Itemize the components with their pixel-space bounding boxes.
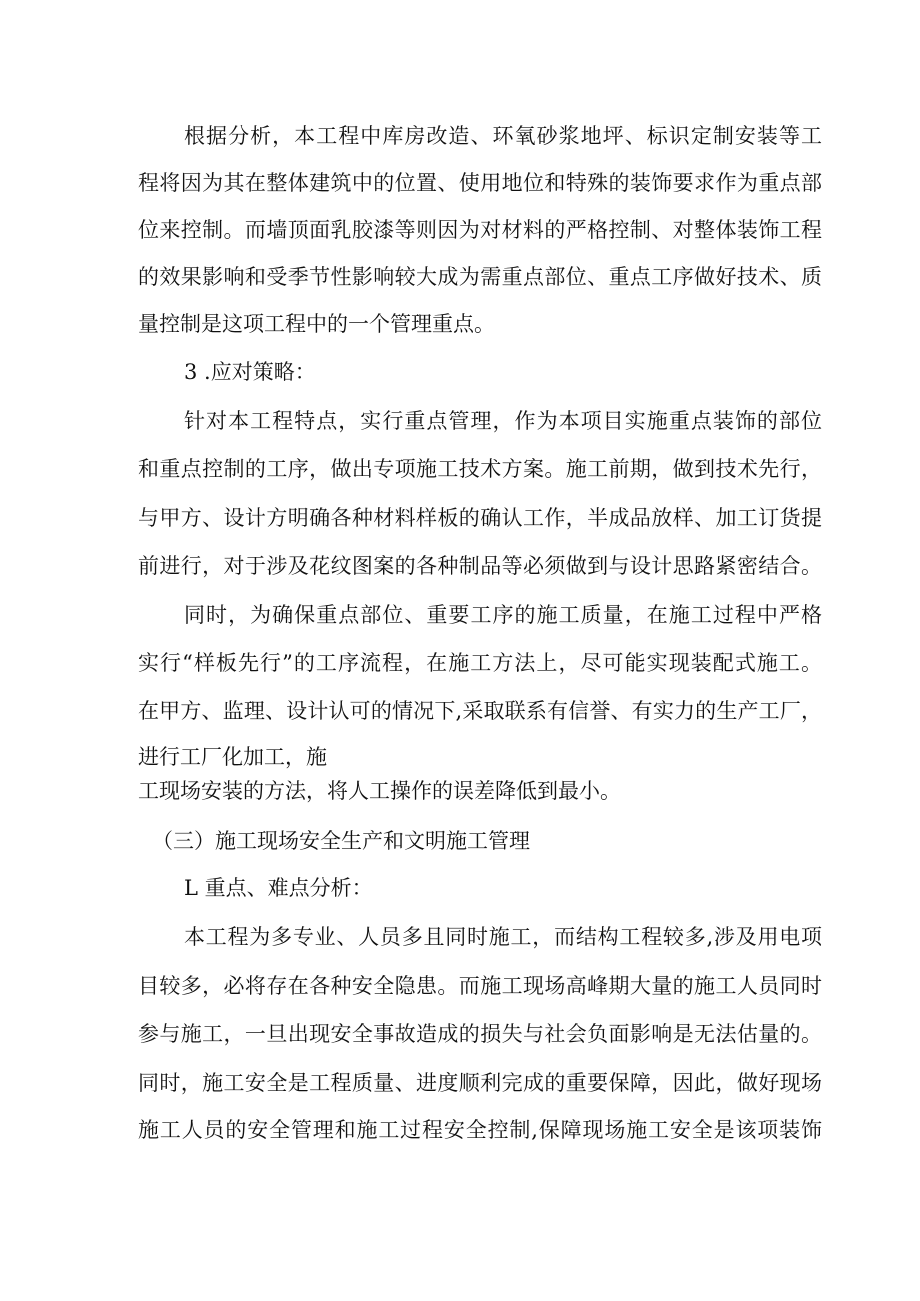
paragraph-1-line-2: 程将因为其在整体建筑中的位置、使用地位和特殊的装饰要求作为重点部 [138,171,822,195]
paragraph-4-line-5: 施工人员的安全管理和施工过程安全控制,保障现场施工安全是该项装饰 [138,1118,822,1142]
paragraph-2-line-4: 前进行，对于涉及花纹图案的各种制品等必须做到与设计思路紧密结合。 [138,554,822,578]
paragraph-2-line-2: 和重点控制的工序，做出专项施工技术方案。施工前期，做到技术先行， [138,457,822,481]
paragraph-4-line-1: 本工程为多专业、人员多且同时施工，而结构工程较多,涉及用电项 [184,925,822,949]
paragraph-1-line-1: 根据分析，本工程中库房改造、环氧砂浆地坪、标识定制安装等工 [184,124,822,148]
paragraph-4-line-4: 同时，施工安全是工程质量、进度顺利完成的重要保障，因此，做好现场 [138,1071,822,1095]
paragraph-3-line-1: 同时，为确保重点部位、重要工序的施工质量，在施工过程中严格 [184,603,822,627]
paragraph-1-line-3: 位来控制。而墙顶面乳胶漆等则因为对材料的严格控制、对整体装饰工程 [138,218,822,242]
paragraph-3-line-5: 工现场安装的方法，将人工操作的误差降低到最小。 [138,779,621,803]
paragraph-4-line-3: 参与施工，一旦出现安全事故造成的损失与社会负面影响是无法估量的。 [138,1022,822,1046]
section-heading: （三）施工现场安全生产和文明施工管理 [152,829,530,853]
analysis-subheading: L 重点、难点分析： [184,876,373,900]
paragraph-3-line-3: 在甲方、监理、设计认可的情况下,采取联系有信誉、有实力的生产工厂， [138,699,822,723]
paragraph-3-line-4: 进行工厂化加工，施 [138,745,327,769]
paragraph-4-line-2: 目较多，必将存在各种安全隐患。而施工现场高峰期大量的施工人员同时 [138,974,822,998]
paragraph-2-line-3: 与甲方、设计方明确各种材料样板的确认工作，半成品放样、加工订货提 [138,506,822,530]
strategy-heading: 3 .应对策略： [184,360,316,384]
paragraph-1-line-5: 量控制是这项工程中的一个管理重点。 [138,312,495,336]
paragraph-3-line-2: 实行“样板先行”的工序流程，在施工方法上，尽可能实现装配式施工。 [138,651,822,675]
paragraph-2-line-1: 针对本工程特点，实行重点管理，作为本项目实施重点装饰的部位 [184,409,822,433]
paragraph-1-line-4: 的效果影响和受季节性影响较大成为需重点部位、重点工序做好技术、质 [138,265,822,289]
